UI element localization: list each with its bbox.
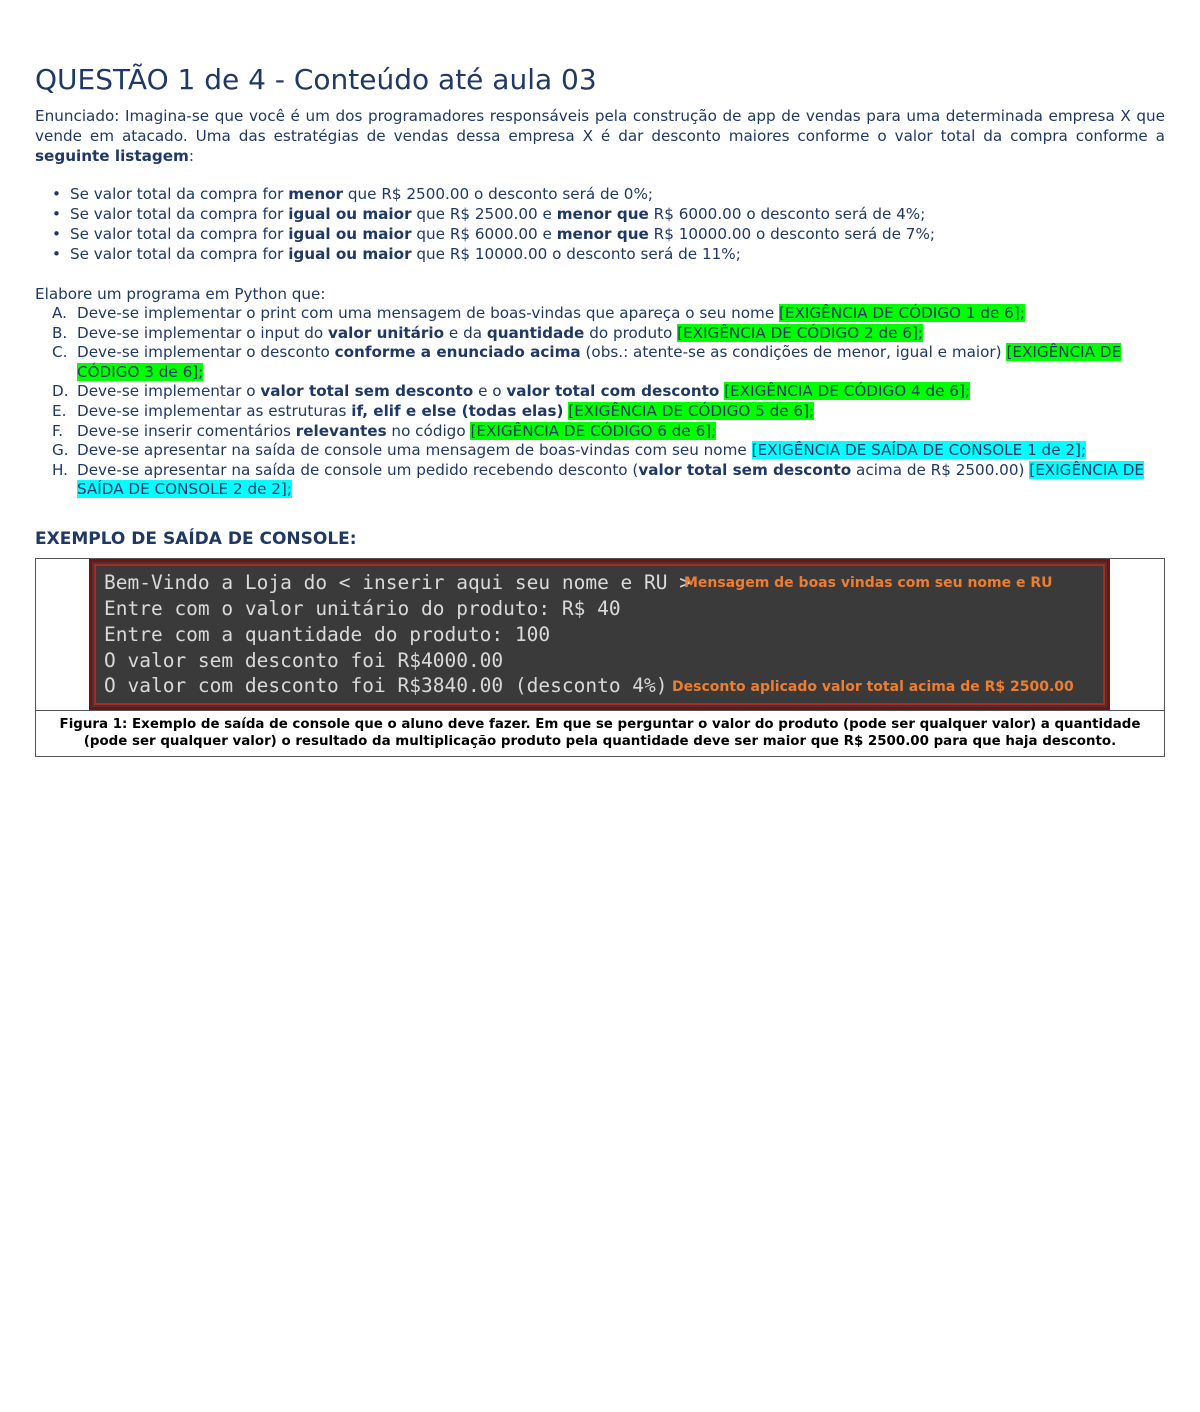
console-line: O valor sem desconto foi R$4000.00: [104, 648, 504, 672]
requirement-item: A. Deve-se implementar o print com uma mensagem de boas-vindas que apareça o seu nome [EXIGÊNCIA DE CÓDIGO 1 de 6];: [52, 304, 1025, 322]
console-screenshot: [89, 559, 1110, 710]
discount-list: [35, 184, 1165, 264]
requirement-item: E. Deve-se implementar as estruturas if, elif e else (todas elas) [EXIGÊNCIA DE CÓDIGO 5 de 6];: [52, 401, 815, 420]
list-item: • Se valor total da compra for igual ou maior que R$ 6000.00 e menor que R$ 10000.00 o desconto será de 7%;: [52, 225, 936, 243]
requirement-item: H. Deve-se apresentar na saída de console um pedido recebendo desconto (valor total sem desconto acima de R$ 2500.00) [EXIGÊNCIA DE SAÍDA DE CONSOLE 2 de 2];: [52, 460, 1144, 499]
discount-annotation: Desconto aplicado valor total acima de R$ 2500.00: [672, 678, 1074, 695]
statement-end: :: [188, 147, 194, 165]
requirement-tag: [EXIGÊNCIA DE CÓDIGO 1 de 6];: [779, 304, 1025, 322]
statement-paragraph: [35, 106, 1165, 166]
example-heading: EXEMPLO DE SAÍDA DE CONSOLE:: [35, 528, 357, 549]
program-intro: Elabore um programa em Python que:: [35, 285, 326, 303]
list-item: • Se valor total da compra for menor que R$ 2500.00 o desconto será de 0%;: [52, 185, 654, 203]
bullet-icon: •: [52, 245, 61, 263]
statement-text: Enunciado: Imagina-se que você é um dos programadores responsáveis pela construção de app de vendas para uma determinada empresa X que vende em atacado. Uma das estratégias de vendas dessa empresa X é dar desconto maiores conforme o valor total da compra conforme a: [35, 107, 1165, 145]
console-line: Bem-Vindo a Loja do < inserir aqui seu nome e RU >: [104, 570, 691, 594]
requirement-tag: [EXIGÊNCIA DE CÓDIGO 3 de 6];: [77, 343, 1122, 381]
requirement-tag: [EXIGÊNCIA DE SAÍDA DE CONSOLE 1 de 2];: [751, 441, 1087, 460]
requirement-item: F. Deve-se inserir comentários relevantes no código [EXIGÊNCIA DE CÓDIGO 6 de 6];: [52, 421, 717, 440]
list-item: • Se valor total da compra for igual ou maior que R$ 10000.00 o desconto será de 11%;: [52, 245, 741, 263]
requirement-item: D. Deve-se implementar o valor total sem desconto e o valor total com desconto [EXIGÊNCIA DE CÓDIGO 4 de 6];: [52, 382, 971, 401]
bullet-icon: •: [52, 205, 61, 223]
bullet-icon: •: [52, 225, 61, 243]
console-line: Entre com a quantidade do produto: 100: [104, 622, 551, 646]
list-item: • Se valor total da compra for igual ou maior que R$ 2500.00 e menor que R$ 6000.00 o desconto será de 4%;: [52, 205, 926, 223]
bullet-icon: •: [52, 185, 61, 203]
figure-image: [36, 559, 1164, 711]
requirement-tag: [EXIGÊNCIA DE CÓDIGO 6 de 6];: [470, 421, 717, 440]
figure-caption: Figura 1: Exemplo de saída de console que o aluno deve fazer. Em que se perguntar o valor do produto (pode ser qualquer valor) a quantidade (pode ser qualquer valor) o resultado da multiplicação produto pela quantidade deve ser maior que R$ 2500.00 para que haja desconto.: [59, 716, 1141, 749]
page-title: QUESTÃO 1 de 4 - Conteúdo até aula 03: [35, 63, 597, 96]
requirement-tag: [EXIGÊNCIA DE CÓDIGO 5 de 6];: [568, 401, 815, 420]
requirement-tag: [EXIGÊNCIA DE CÓDIGO 2 de 6];: [677, 323, 923, 342]
console-line: Entre com o valor unitário do produto: R$ 40: [104, 596, 621, 620]
statement-bold: seguinte listagem: [35, 147, 189, 165]
console-line: O valor com desconto foi R$3840.00 (desconto 4%): [104, 673, 668, 697]
requirement-item: C. Deve-se implementar o desconto conforme a enunciado acima (obs.: atente-se as condições de menor, igual e maior) [EXIGÊNCIA DE CÓDIGO 3 de 6];: [52, 343, 1122, 381]
welcome-annotation: Mensagem de boas vindas com seu nome e RU: [684, 574, 1053, 591]
requirement-tag: [EXIGÊNCIA DE SAÍDA DE CONSOLE 2 de 2];: [77, 460, 1144, 499]
requirements-list: [35, 304, 1165, 500]
figure-box: [35, 558, 1165, 757]
requirement-item: B. Deve-se implementar o input do valor unitário e da quantidade do produto [EXIGÊNCIA DE CÓDIGO 2 de 6];: [52, 323, 923, 342]
requirement-item: G. Deve-se apresentar na saída de console uma mensagem de boas-vindas com seu nome [EXIGÊNCIA DE SAÍDA DE CONSOLE 1 de 2];: [52, 441, 1087, 460]
requirement-tag: [EXIGÊNCIA DE CÓDIGO 4 de 6];: [724, 382, 971, 401]
